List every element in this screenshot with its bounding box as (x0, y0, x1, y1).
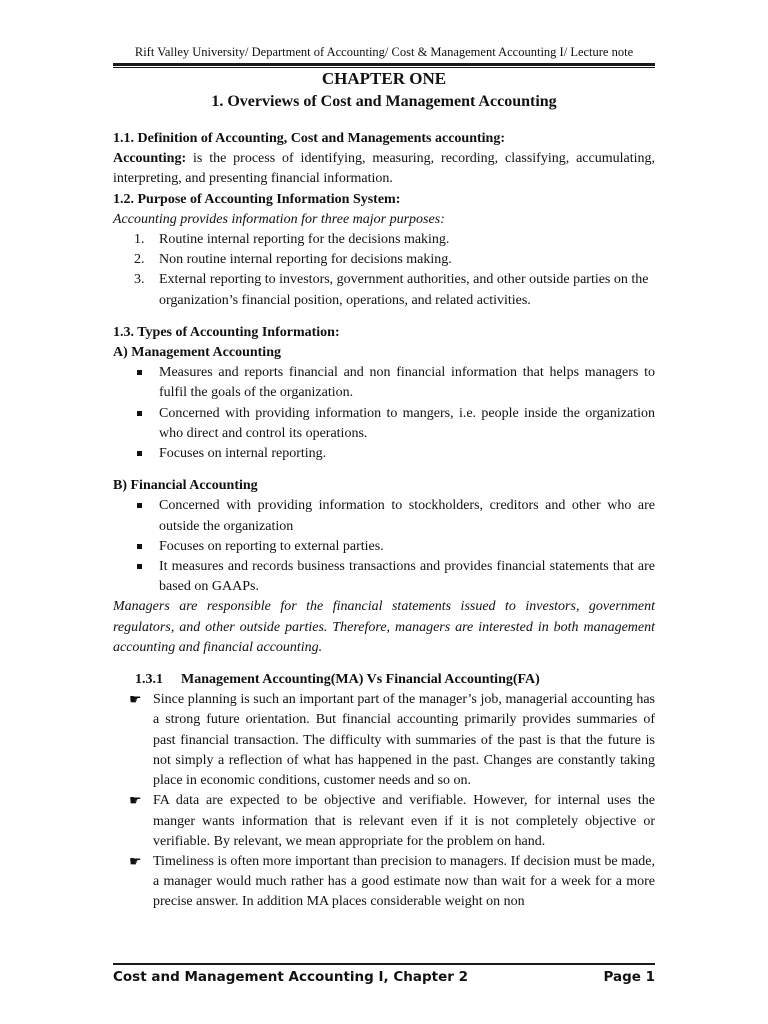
section-1-2-intro: Accounting provides information for three major purposes: (113, 211, 445, 227)
square-bullet-icon (137, 564, 142, 569)
square-bullet-icon (137, 503, 142, 508)
square-bullet-icon (137, 411, 142, 416)
pointing-hand-icon: ☛ (129, 853, 142, 870)
list-item (113, 690, 655, 791)
list-item-text: Concerned with providing information to stockholders, creditors and other who are outside the organization (159, 498, 655, 534)
list-item (113, 557, 655, 597)
list-item (113, 444, 655, 464)
list-item-text: Measures and reports financial and non financial information that helps managers to fulfil the goals of the organization. (159, 365, 655, 401)
definition-text: is the process of identifying, measuring, recording, classifying, accumulating, interpreting, and presenting financial information. (113, 151, 655, 187)
square-bullet-icon (137, 544, 142, 549)
list-item-text: Timeliness is often more important than precision to managers. If decision must be made, a manager would much rather has a good estimate now than wait for a week for a more precise answer. In addition MA places considerable weight on non (153, 853, 655, 910)
chapter-title: 1. Overviews of Cost and Management Accounting (211, 93, 557, 110)
pointing-hand-icon: ☛ (129, 793, 142, 810)
list-item (113, 852, 655, 913)
section-1-1-heading: 1.1. Definition of Accounting, Cost and Managements accounting: (113, 131, 506, 146)
section-1-3-1-heading (113, 670, 655, 690)
header-rule-thin (113, 67, 655, 68)
management-accounting-heading: A) Management Accounting (113, 345, 281, 361)
list-item-text: Concerned with providing information to mangers, i.e. people inside the organization who direct and control its operations. (159, 405, 655, 441)
running-header: Rift Valley University/ Department of Accounting/ Cost & Management Accounting I/ Lecture note (134, 45, 634, 59)
list-item-text: FA data are expected to be objective and verifiable. However, for internal uses the manger wants information that is relevant even if it is not completely objective or verifiable. By relevant, we mean appropriate for the problem on hand. (153, 793, 655, 849)
section-title: Management Accounting(MA) Vs Financial Accounting(FA) (181, 672, 540, 688)
list-item (113, 404, 655, 444)
page-number: Page 1 (603, 969, 655, 985)
body-content (113, 129, 655, 913)
ma-vs-fa-list (113, 690, 655, 912)
section-1-3-heading: 1.3. Types of Accounting Information: (113, 324, 340, 340)
square-bullet-icon (137, 451, 142, 456)
list-item (113, 496, 655, 536)
list-item (113, 791, 655, 852)
list-item-text: Non routine internal reporting for decisions making. (159, 252, 452, 268)
list-item (113, 363, 655, 403)
list-item-text: Since planning is such an important part of the manager’s job, managerial accounting has a strong future orientation. But financial accounting primarily provides summaries of past financial transaction. The difficulty with summaries of the past is that the future is not simply a reflection of what has happened in the past. Changes are constantly taking place in economic conditions, customer needs and so on. (153, 692, 655, 789)
footer-rule (113, 963, 655, 965)
header-rule-thick (113, 63, 655, 66)
list-item (113, 270, 655, 310)
list-item-text: Routine internal reporting for the decisions making. (159, 232, 450, 248)
list-item (113, 250, 655, 270)
list-number: 3. (134, 272, 145, 288)
pointing-hand-icon: ☛ (129, 692, 142, 709)
section-number: 1.3.1 (135, 672, 163, 688)
financial-accounting-heading: B) Financial Accounting (113, 478, 258, 494)
section-1-2-heading: 1.2. Purpose of Accounting Information System: (113, 191, 401, 207)
list-item-text: External reporting to investors, government authorities, and other outside parties on the organization’s financial position, operations, and related activities. (159, 272, 649, 308)
list-item-text: Focuses on internal reporting. (159, 446, 327, 462)
closing-paragraph: Managers are responsible for the financial statements issued to investors, government regulators, and other outside parties. Therefore, managers are interested in both management accounting and financial accounting. (113, 599, 655, 655)
management-accounting-list (113, 363, 655, 464)
financial-accounting-list (113, 496, 655, 597)
list-item (113, 537, 655, 557)
chapter-label: CHAPTER ONE (321, 69, 447, 88)
square-bullet-icon (137, 370, 142, 375)
list-item (113, 230, 655, 250)
list-number: 1. (134, 232, 145, 248)
list-number: 2. (134, 252, 145, 268)
definition-term: Accounting: (113, 151, 187, 167)
accounting-definition (113, 149, 655, 189)
list-item-text: Focuses on reporting to external parties. (159, 538, 384, 554)
footer-title: Cost and Management Accounting I, Chapter 2 (113, 969, 469, 985)
purpose-list (113, 230, 655, 311)
list-item-text: It measures and records business transactions and provides financial statements that are based on GAAPs. (159, 559, 655, 595)
